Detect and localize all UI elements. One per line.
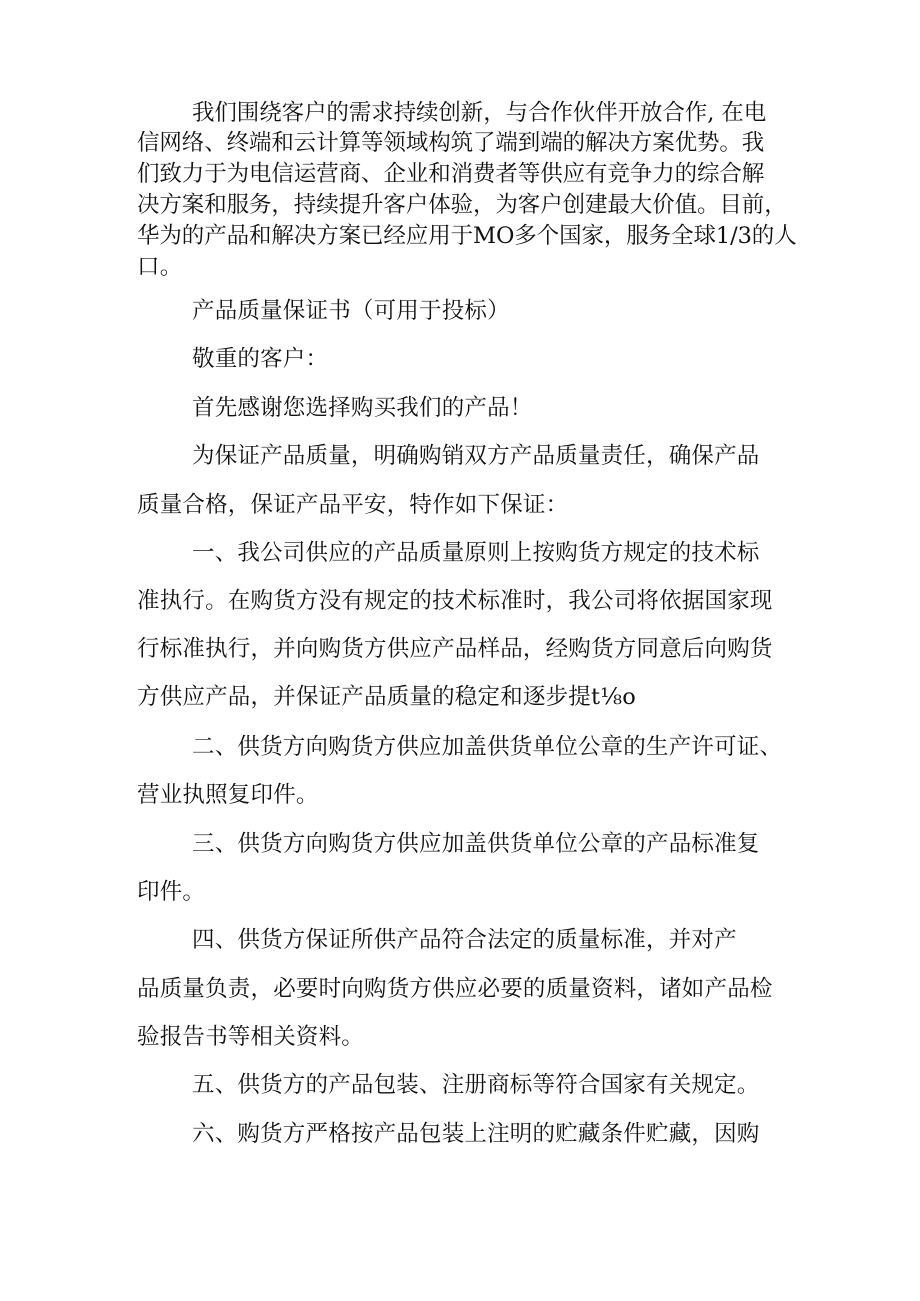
clause-4-line-2: 品质量负责，必要时向购货方供应必要的质量资料，诸如产品检 <box>137 976 773 1002</box>
paragraph-intro-line-4: 决方案和服务，持续提升客户体验，为客户创建最大价值。目前， <box>137 192 787 218</box>
paragraph-intro-line-2: 信网络、终端和云计算等领域构筑了端到端的解决方案优势。我 <box>137 130 765 156</box>
clause-2-line-2: 营业执照复印件。 <box>137 782 319 808</box>
clause-1-line-4: 方供应产品，并保证产品质量的稳定和逐步提t⅛o <box>137 684 636 710</box>
paragraph-intro-line-5: 华为的产品和解决方案已经应用于MO多个国家，服务全球1/3的人 <box>137 223 797 249</box>
thanks-line: 首先感谢您选择购买我们的产品！ <box>192 395 533 421</box>
clause-3-line-1: 三、供货方向购货方供应加盖供货单位公章的产品标准复 <box>192 831 760 857</box>
clause-4-line-3: 验报告书等相关资料。 <box>137 1024 365 1050</box>
clause-3-line-2: 印件。 <box>137 879 206 905</box>
clause-1-line-1: 一、我公司供应的产品质量原则上按购货方规定的技术标 <box>192 540 760 566</box>
salutation: 敬重的客户： <box>192 346 329 372</box>
clause-2-line-1: 二、供货方向购货方供应加盖供货单位公章的生产许可证、 <box>192 734 783 760</box>
clause-5-line-1: 五、供货方的产品包装、注册商标等符合国家有关规定。 <box>192 1072 760 1098</box>
purpose-line-1: 为保证产品质量，明确购销双方产品质量责任，确保产品 <box>192 443 760 469</box>
paragraph-intro-line-3: 们致力于为电信运营商、企业和消费者等供应有竞争力的综合解 <box>137 161 765 187</box>
paragraph-intro-line-1: 我们围绕客户的需求持续创新，与合作伙伴开放合作, 在电 <box>192 100 767 126</box>
paragraph-intro-line-6: 口。 <box>137 254 183 280</box>
document-title: 产品质量保证书（可用于投标） <box>192 298 510 324</box>
clause-4-line-1: 四、供货方保证所供产品符合法定的质量标准，并对产 <box>192 927 737 953</box>
clause-1-line-3: 行标准执行，并向购货方供应产品样品，经购货方同意后向购货 <box>137 636 773 662</box>
clause-6-line-1: 六、购货方严格按产品包装上注明的贮藏条件贮藏，因购 <box>192 1121 760 1147</box>
purpose-line-2: 质量合格，保证产品平安，特作如下保证： <box>137 492 569 518</box>
clause-1-line-2: 准执行。在购货方没有规定的技术标准时，我公司将依据国家现 <box>137 588 773 614</box>
